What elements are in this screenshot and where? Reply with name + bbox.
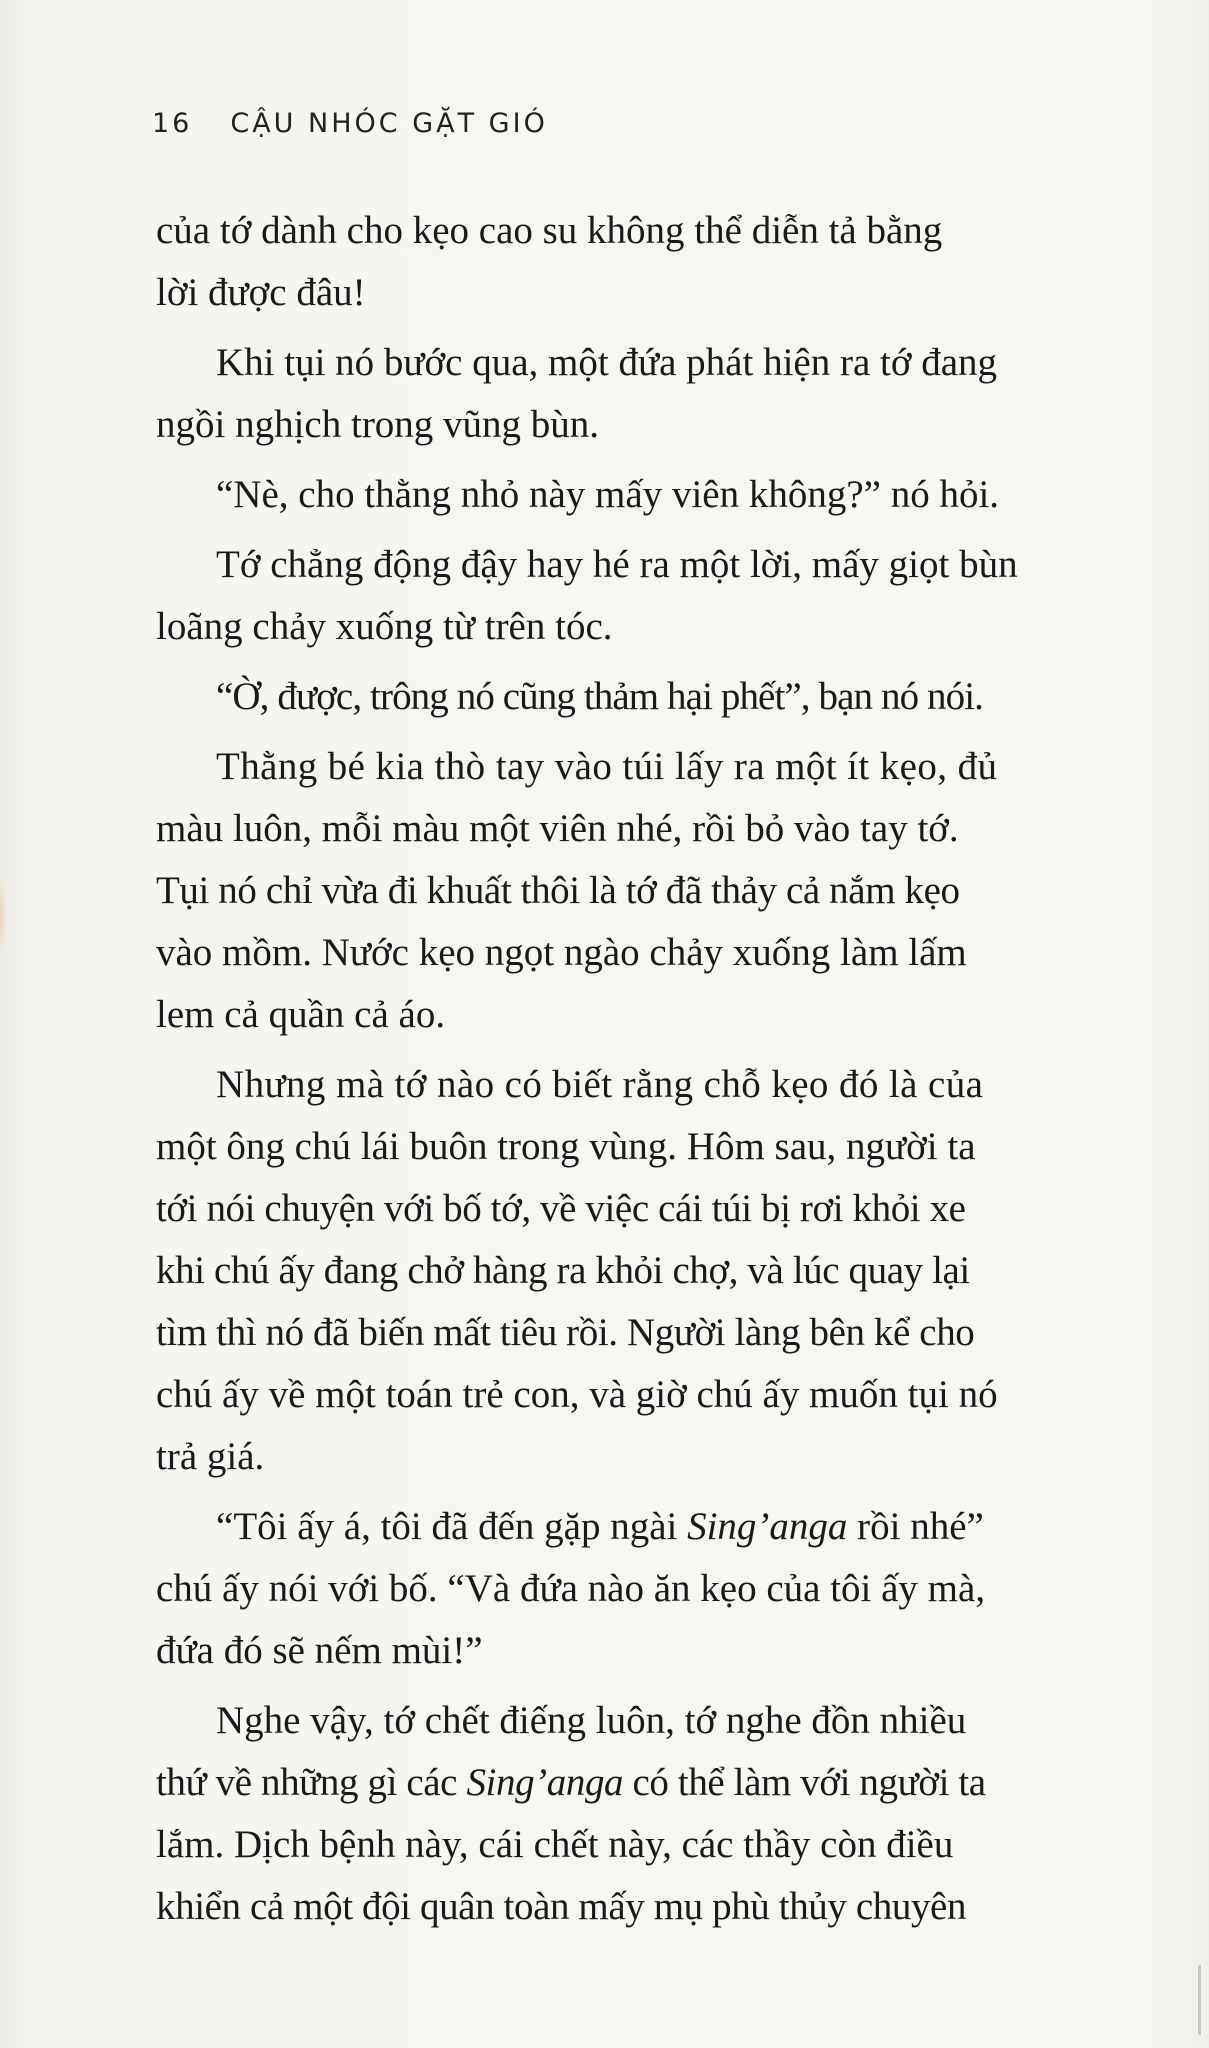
italic-term: Sing’anga	[687, 1505, 848, 1548]
text-line: một ông chú lái buôn trong vùng. Hôm sau, người ta	[156, 1125, 976, 1168]
body-text	[156, 200, 1094, 1938]
text-line: Nhưng mà tớ nào có biết rằng chỗ kẹo đó là của	[216, 1063, 984, 1106]
text-line: khi chú ấy đang chở hàng ra khỏi chợ, và lúc quay lại	[156, 1249, 970, 1292]
text-segment: thứ về những gì các	[156, 1761, 467, 1804]
book-title: CẬU NHÓC GẶT GIÓ	[230, 108, 548, 139]
page-number: 16	[152, 108, 193, 139]
page-stain	[0, 880, 6, 950]
text-line: vào mồm. Nước kẹo ngọt ngào chảy xuống làm lấm	[156, 931, 967, 974]
text-line: “Nè, cho thằng nhỏ này mấy viên không?” nó hỏi.	[216, 473, 1000, 516]
text-line	[156, 1496, 1094, 1558]
text-line: chú ấy về một toán trẻ con, và giờ chú ấy muốn tụi nó	[156, 1373, 998, 1416]
text-line: màu luôn, mỗi màu một viên nhé, rồi bỏ vào tay tớ.	[156, 807, 959, 850]
text-line: đứa đó sẽ nếm mùi!”	[156, 1629, 483, 1672]
page-edge-mark	[1198, 1965, 1201, 2035]
text-line	[156, 1752, 1094, 1814]
running-header	[152, 108, 548, 139]
text-line: ngồi nghịch trong vũng bùn.	[156, 403, 600, 446]
text-line: tìm thì nó đã biến mất tiêu rồi. Người làng bên kể cho	[156, 1311, 975, 1354]
text-line: Tụi nó chỉ vừa đi khuất thôi là tớ đã thảy cả nắm kẹo	[156, 869, 960, 912]
text-line: Nghe vậy, tớ chết điếng luôn, tớ nghe đồn nhiều	[216, 1699, 967, 1742]
text-line: của tớ dành cho kẹo cao su không thể diễn tả bằng	[156, 209, 943, 252]
text-segment: có thể làm với người ta	[623, 1761, 986, 1804]
quote-text: Tôi ấy á, tôi đã đến gặp ngài	[233, 1505, 688, 1548]
italic-term: Sing’anga	[466, 1761, 624, 1804]
text-line: trả giá.	[156, 1435, 265, 1478]
text-line: Khi tụi nó bước qua, một đứa phát hiện ra tớ đang	[216, 341, 998, 384]
quote-text: rồi nhé”	[847, 1505, 984, 1548]
text-line: chú ấy nói với bố. “Và đứa nào ăn kẹo của tôi ấy mà,	[156, 1567, 986, 1610]
text-line: “Ờ, được, trông nó cũng thảm hại phết”, bạn nó nói.	[216, 675, 984, 718]
text-line: Thằng bé kia thò tay vào túi lấy ra một ít kẹo, đủ	[216, 745, 998, 788]
text-line: lời được đâu!	[156, 271, 366, 314]
text-line: lắm. Dịch bệnh này, cái chết này, các thầy còn điều	[156, 1823, 954, 1866]
text-line: tới nói chuyện với bố tớ, về việc cái túi bị rơi khỏi xe	[156, 1187, 966, 1230]
open-quote: “	[216, 1505, 234, 1548]
text-line: khiển cả một đội quân toàn mấy mụ phù thủy chuyên	[156, 1885, 967, 1928]
text-line: loãng chảy xuống từ trên tóc.	[156, 605, 613, 648]
text-line: Tớ chẳng động đậy hay hé ra một lời, mấy giọt bùn	[216, 543, 1018, 586]
text-line: lem cả quần cả áo.	[156, 993, 446, 1036]
